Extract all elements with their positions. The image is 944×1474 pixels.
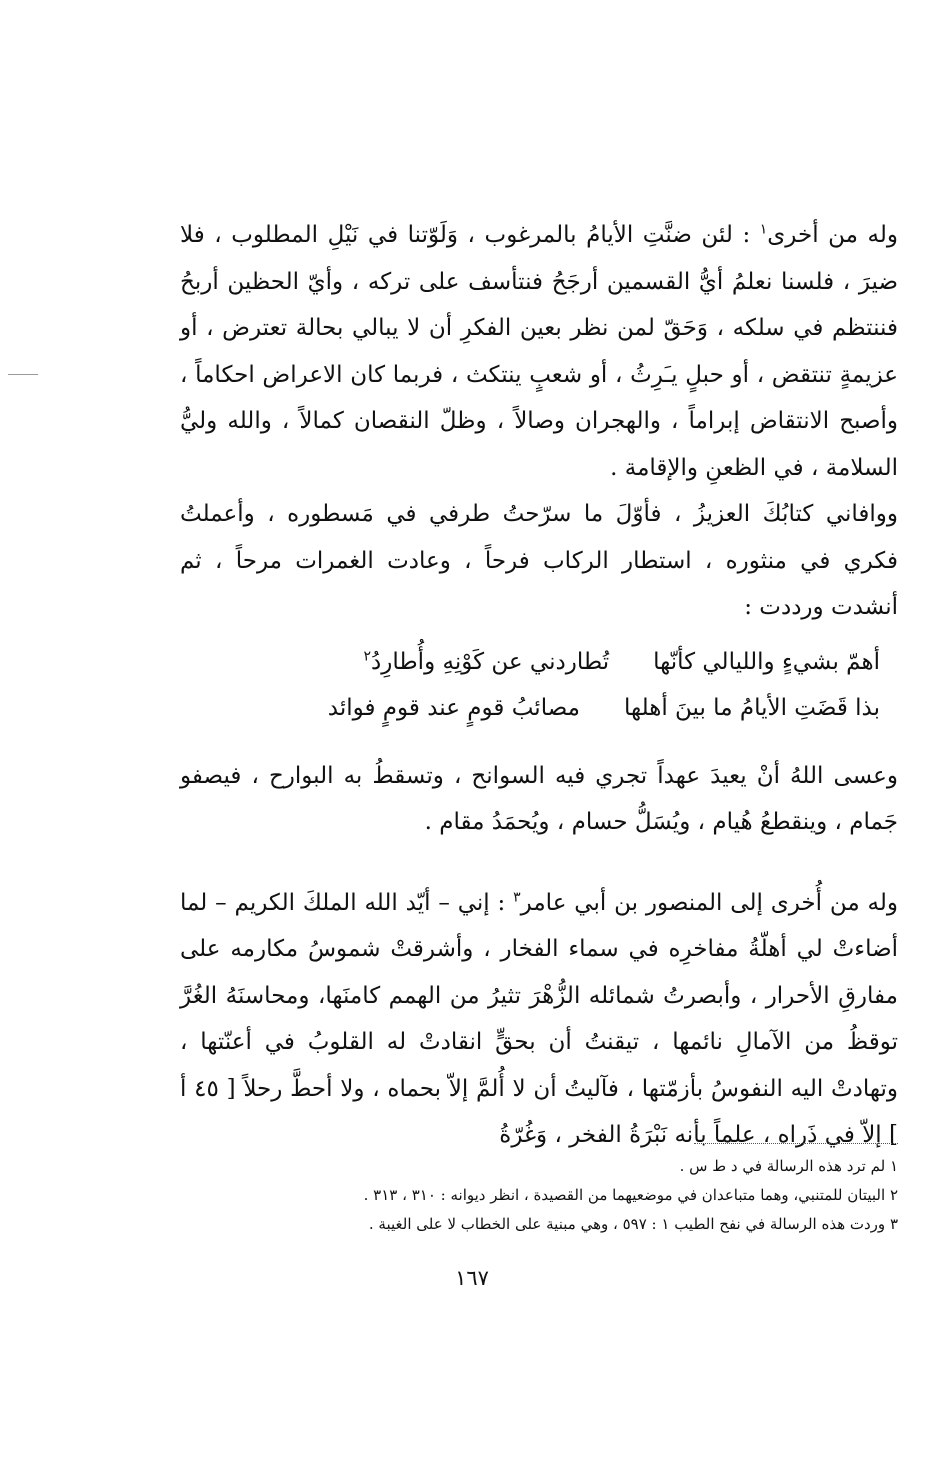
- paragraph-2-line-2: وأعملتُ فكري في منثوره ، استطار الركاب فرحاً ، وعادت الغمرات: [180, 501, 899, 574]
- poem-verses: [180, 639, 898, 731]
- paragraph-4-line-2: الكريم – لما أضاءتْ لي أهلّةُ مفاخرِه في سماء الفخار ، وأشرقتْ شموسُ: [180, 889, 899, 962]
- margin-mark: [8, 374, 38, 375]
- footnote-1: ١ لم ترد هذه الرسالة في د ط س .: [679, 1157, 898, 1175]
- verse-1: [180, 639, 898, 685]
- paragraph-4-line-6: ولا أحطَّ رحلاً [ ٤٥ أ ] إلاّ في ذَراه ، علماً بأنه نَبْرَةُ الفخر ، وَغُرّةُ: [180, 1075, 898, 1148]
- paragraph-3-line-2: جَمام ، وينقطعُ هُيام ، ويُسَلُّ حسام ، ويُحمَدُ مقام .: [424, 809, 898, 835]
- verse-2-second-hemistich: مصائبُ قومٍ عند قومٍ فوائد: [327, 694, 580, 721]
- paragraph-gap: [180, 846, 898, 880]
- footnote-ref-2[interactable]: ٢: [363, 647, 372, 664]
- paragraph-1: [180, 212, 898, 491]
- footnote-ref-3[interactable]: ٣: [513, 888, 521, 905]
- page-body: [180, 212, 898, 1159]
- verse-1-first-hemistich: أهمّ بشيءٍ والليالي كأنّها: [653, 648, 880, 675]
- paragraph-1-line-3: وأيّ الحظين أربحُ فننتظم في سلكه ، وَحَقّ لمن نظر بعين الفكرِ أن لا يبالي: [180, 268, 898, 341]
- paragraph-2-line-3: مرحاً ، ثم أنشدت ورددت :: [180, 547, 898, 620]
- paragraph-4: [180, 880, 898, 1159]
- footnote-ref-1[interactable]: ١: [759, 221, 768, 238]
- paragraph-1-line-2: المطلوب ، فلا ضيرَ ، فلسنا نعلمُ أيُّ القسمين أرجَحُ فنتأسف على تركه ،: [180, 222, 898, 295]
- paragraph-4-line-1: وله من أُخرى إلى المنصور بن أبي عامر$^٣$ : إني – أيّد الله الملكَ: [302, 888, 898, 916]
- verse-2-first-hemistich: بذا قَضَتِ الأيامُ ما بينَ أهلها: [623, 694, 880, 721]
- paragraph-4-line-3: مكارمه على مفارقِ الأحرار ، وأبصرتُ شمائله الزُّهْرَ تثيرُ من الهمم كامنَها،: [180, 936, 898, 1009]
- paragraph-2: [180, 491, 898, 631]
- paragraph-1-line-6: وظلّ النقصان كمالاً ، والله وليُّ السلامة ، في الظعنِ والإقامة .: [180, 408, 898, 481]
- page-number: ١٦٧: [455, 1266, 489, 1290]
- paragraph-1-line-5: فربما كان الاعراض احكاماً ، وأصبح الانتقاض إبراماً ، والهجران وصالاً ،: [180, 361, 899, 434]
- footnotes: [180, 1152, 898, 1239]
- paragraph-3: [180, 753, 898, 846]
- footnote-3: ٣ وردت هذه الرسالة في نفح الطيب ١ : ٥٩٧ ، وهي مبنية على الخطاب لا على الغيبة .: [368, 1215, 898, 1233]
- verse-1-second-hemistich: تُطاردني عن كَوْنِهِ وأُطارِدُ$^٢$: [363, 647, 610, 675]
- paragraph-4-line-4: ومحاسنَهُ الغُرَّ توقظُ من الآمالِ نائمها ، تيقنتُ أن بحقٍّ انقادتْ له القلوبُ: [180, 982, 898, 1055]
- verse-2: [180, 685, 898, 731]
- paragraph-4-line-5: في أعنّتها ، وتهادتْ اليه النفوسُ بأزمّتها ، فآليتُ أن لا أُلمَّ إلاّ بحماه ،: [180, 1029, 899, 1102]
- footnote-separator: [694, 1143, 898, 1144]
- paragraph-1-line-1: وله من أخرى$^١$ : لئن ضنَّتِ الأيامُ بالمرغوب ، وَلَوّتنا في نَيْلِ: [327, 221, 899, 248]
- footnote-2: ٢ البيتان للمتنبي، وهما متباعدان في موضعيهما من القصيدة ، انظر ديوانه : ٣١٠ ، ٣١٣ .: [363, 1186, 898, 1204]
- paragraph-2-line-1: ووافاني كتابُكَ العزيزُ ، فأوّلَ ما سرّحتُ طرفي في مَسطوره ،: [267, 501, 898, 527]
- paragraph-3-line-1: وعسى اللهُ أنْ يعيدَ عهداً تجري فيه السوانح ، وتسقطُ به البوارح ، فيصفو: [180, 762, 898, 789]
- paragraph-1-line-4: بحالة تعترض ، أو عزيمةٍ تنتقض ، أو حبلٍ يـَرِثُ ، أو شعبٍ ينتكث ،: [180, 315, 899, 388]
